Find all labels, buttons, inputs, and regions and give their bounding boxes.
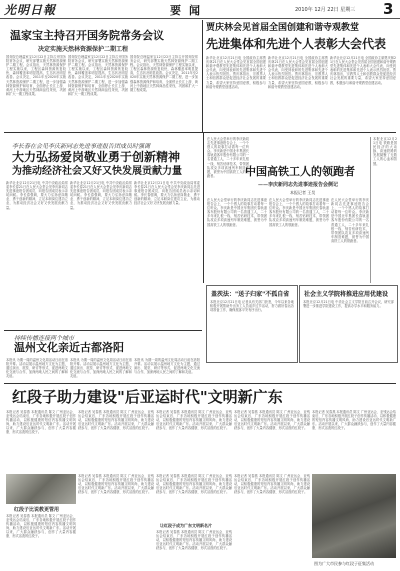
main-col2: 本报记者 吴春燕 本报通讯员 陈文 广州亚运会、亚残运会结束后，广东各地积极开展红段子创作传播活动，以积极健康的短信内容传播文明风尚，助力建设后亚运时代文明新广东。活动开展以来，广大群众踊跃参与，创作了大量内容健康、形式活泼的红段子。 xyxy=(78,410,154,431)
article4-col3: 在人民大会堂举行的李庆新同志先进事迹报告会上，一个个感人的故事打动着每一位听众。李庆新是中国北车集团长春轨道客车股份有限公司的一名普通工人，二十多年来扎根一线，刻苦钻研技术，带领团队攻克多项高速列车制造难题，被誉为中国高铁工人的领跑者。 xyxy=(331,198,369,243)
main-col3-bottom: 本报记者 吴春燕 本报通讯员 陈文 广州亚运会、亚残运会结束后，广东各地积极开展红段子创作传播活动，以积极健康的短信内容传播文明风尚，助力建设后亚运时代文明新广东。活动开展以来，广大群众踊跃参与，创作了大量内容健康、形式活泼的红段子。 xyxy=(156,530,232,551)
box2: 社会主义学院将推进应用优建设 本报北京12月21日电 中央社会主义学院日前召开会议，研究部署进一步推进学院建设工作，提高办学水平和服务能力。 xyxy=(299,285,398,363)
article5-kicker: 持续传播连接两个城市 xyxy=(14,335,75,342)
article2-col1: 新华社北京12月21日电 全国政协主席贾庆林21日在人民大会堂会见首届全国创建和谐寺观教堂先进集体和先进个人表彰大会代表，向受到表彰的先进集体和先进个人表示热烈祝贺。贾庆林指出，宗教界人士和信教群众是促进经济社会发展的重要力量，希望大家坚持爱国爱教，积极参与和谐寺观教堂创建活动。 xyxy=(206,56,266,89)
box2-title: 社会主义学院将推进应用优建设 xyxy=(304,291,389,298)
article4-title: 中国高铁工人的领跑者 xyxy=(245,165,355,178)
article4-intro: 在人民大会堂举行的李庆新同志先进事迹报告会上，一个个感人的故事打动着每一位听众。李庆新是中国北车集团长春轨道客车股份有限公司的一名普通工人，二十多年来扎根一线，刻苦钻研技术，带领团队攻克多项高速列车制造难题，被誉为中国高铁工人的领跑者。 xyxy=(207,137,249,178)
article4-subtitle: ——李庆新同志先进事迹报告会侧记 xyxy=(258,182,339,188)
dateline: 2010年 12月 22日 星期三 xyxy=(295,7,356,13)
main-headline: 红段子助力建设"后亚运时代"文明新广东 xyxy=(12,388,283,406)
section-title: 要闻 xyxy=(170,4,208,17)
article5-title: 温州文化亲近古都洛阳 xyxy=(14,341,124,354)
horizontal-rule xyxy=(4,132,396,133)
article4-byline: 本报记者 王昊 xyxy=(290,190,316,195)
article5-col3: 本报讯 为期一周的温州文化周活动日前在洛阳开幕。活动以展示温州地方文化为主题，通过演出、展览、研讨等形式，促进两地文化交流与合作，加深两地人民之间的了解和友谊。 xyxy=(134,358,200,375)
main-col4-lower: 本报记者 吴春燕 本报通讯员 陈文 广州亚运会、亚残运会结束后，广东各地积极开展红段子创作传播活动，以积极健康的短信内容传播文明风尚，助力建设后亚运时代文明新广东。活动开展以来，广大群众踊跃参与，创作了大量内容健康、形式活泼的红段子。 xyxy=(234,474,310,495)
box1: 盖茨法："送子归家"不孤自省 本报北京12月21日电 记者从有关部门获悉，今年以来各地积极开展帮助外出务工人员返乡过节活动，努力做好春运各项准备工作，确保旅客平安有序出行。 xyxy=(206,285,298,363)
newspaper-logo: 光明日報 xyxy=(4,3,57,17)
article1-col1: 国务院总理温家宝12月22日主持召开国务院常务会议，研究部署实施天然林资源保护二期工程。会议指出，天然林资源保护工程实施以来，工程区森林资源恢复较快，森林覆盖率明显提高，生态状况明显改善。会议决定，2011年至2020年实施天然林资源保护二期工程，进一步加强森林资源保护和培育，全面停止长江上游、黄河上中游地区天然林商品性采伐，巩固和扩大一期工程成果。 xyxy=(6,55,66,96)
article2-col2: 新华社北京12月21日电 全国政协主席贾庆林21日在人民大会堂会见首届全国创建和谐寺观教堂先进集体和先进个人表彰大会代表，向受到表彰的先进集体和先进个人表示热烈祝贺。贾庆林指出，宗教界人士和信教群众是促进经济社会发展的重要力量，希望大家坚持爱国爱教，积极参与和谐寺观教堂创建活动。 xyxy=(268,56,328,89)
main-col2-lower: 本报记者 吴春燕 本报通讯员 陈文 广州亚运会、亚残运会结束后，广东各地积极开展红段子创作传播活动，以积极健康的短信内容传播文明风尚，助力建设后亚运时代文明新广东。活动开展以来，广大群众踊跃参与，创作了大量内容健康、形式活泼的红段子。 xyxy=(78,474,154,495)
main-col1-lower: 本报记者 吴春燕 本报通讯员 陈文 广州亚运会、亚残运会结束后，广东各地积极开展红段子创作传播活动，以积极健康的短信内容传播文明风尚，助力建设后亚运时代文明新广东。活动开展以来，广大群众踊跃参与，创作了大量内容健康、形式活泼的红段子。 xyxy=(6,514,76,539)
masthead xyxy=(0,0,400,19)
article1-col2: 国务院总理温家宝12月22日主持召开国务院常务会议，研究部署实施天然林资源保护二期工程。会议指出，天然林资源保护工程实施以来，工程区森林资源恢复较快，森林覆盖率明显提高，生态状况明显改善。会议决定，2011年至2020年实施天然林资源保护二期工程，进一步加强森林资源保护和培育，全面停止长江上游、黄河上中游地区天然林商品性采伐，巩固和扩大一期工程成果。 xyxy=(68,55,128,96)
main-col1: 本报记者 吴春燕 本报通讯员 陈文 广州亚运会、亚残运会结束后，广东各地积极开展红段子创作传播活动，以积极健康的短信内容传播文明风尚，助力建设后亚运时代文明新广东。活动开展以来，广大群众踊跃参与，创作了大量内容健康、形式活泼的红段子。 xyxy=(6,410,76,435)
column-divider xyxy=(203,133,204,283)
main-col4: 本报记者 吴春燕 本报通讯员 陈文 广州亚运会、亚残运会结束后，广东各地积极开展红段子创作传播活动，以积极健康的短信内容传播文明风尚，助力建设后亚运时代文明新广东。活动开展以来，广大群众踊跃参与，创作了大量内容健康、形式活泼的红段子。 xyxy=(234,410,310,431)
article3-title-line2: 为推动经济社会又好又快发展贡献力量 xyxy=(12,166,182,177)
article3-col2: 新华社北京12月21日电 中共中央政治局常委李长春21日在人民大会堂会见李庆新同志先进事迹报告团成员，向报告团成员表示亲切问候。李长春强调，要大力弘扬爱岗敬业、勇于创新的精神，立足本职岗位建功立业，为推动经济社会又好又快发展贡献力量。 xyxy=(70,181,132,210)
article1-title: 温家宝主持召开国务院常务会议 xyxy=(10,29,164,42)
sidebar: 本报北京12月21日电 铁路是国民经济的大动脉，高速铁路的发展凝聚了无数工人的心血和智慧。 xyxy=(370,137,397,283)
horizontal-rule xyxy=(4,383,396,384)
main-col3-lower: 本报记者 吴春燕 本报通讯员 陈文 广州亚运会、亚残运会结束后，广东各地积极开展红段子创作传播活动，以积极健康的短信内容传播文明风尚，助力建设后亚运时代文明新广东。活动开展以来，广大群众踊跃参与，创作了大量内容健康、形式活泼的红段子。 xyxy=(156,474,232,495)
article3-col1: 新华社北京12月21日电 中共中央政治局常委李长春21日在人民大会堂会见李庆新同志先进事迹报告团成员，向报告团成员表示亲切问候。李长春强调，要大力弘扬爱岗敬业、勇于创新的精神，立足本职岗位建功立业，为推动经济社会又好又快发展贡献力量。 xyxy=(6,181,68,210)
article1-col3: 国务院总理温家宝12月22日主持召开国务院常务会议，研究部署实施天然林资源保护二期工程。会议指出，天然林资源保护工程实施以来，工程区森林资源恢复较快，森林覆盖率明显提高，生态状况明显改善。会议决定，2011年至2020年实施天然林资源保护二期工程，进一步加强森林资源保护和培育，全面停止长江上游、黄河上中游地区天然林商品性采伐，巩固和扩大一期工程成果。 xyxy=(130,55,198,92)
article5-col1: 本报讯 为期一周的温州文化周活动日前在洛阳开幕。活动以展示温州地方文化为主题，通过演出、展览、研讨等形式，促进两地文化交流与合作，加深两地人民之间的了解和友谊。 xyxy=(6,358,68,379)
article3-title-line1: 大力弘扬爱岗敬业勇于创新精神 xyxy=(12,150,181,164)
article2-col3: 新华社北京12月21日电 全国政协主席贾庆林21日在人民大会堂会见首届全国创建和谐寺观教堂先进集体和先进个人表彰大会代表，向受到表彰的先进集体和先进个人表示热烈祝贺。贾庆林指出，宗教界人士和信教群众是促进经济社会发展的重要力量，希望大家坚持爱国爱教，积极参与和谐寺观教堂创建活动。 xyxy=(330,56,396,85)
article3-kicker: 李长春在会见李庆新同志先进事迹报告团成员时强调 xyxy=(12,143,151,150)
photo-caption: 图为广大市民参与红段子征集活动 xyxy=(314,561,374,566)
article2-title-line1: 贾庆林会见首届全国创建和谐寺观教堂 xyxy=(206,23,360,33)
main-col5: 本报记者 吴春燕 本报通讯员 陈文 广州亚运会、亚残运会结束后，广东各地积极开展红段子创作传播活动，以积极健康的短信内容传播文明风尚，助力建设后亚运时代文明新广东。活动开展以来，广大群众踊跃参与，创作了大量内容健康、形式活泼的红段子。 xyxy=(312,410,396,431)
page-number: 3 xyxy=(383,0,394,18)
main-section-head2: 让红段子成为广东文明新名片 xyxy=(160,523,212,528)
main-section-head: 红段子比说教更管用 xyxy=(14,507,60,513)
article4-col2: 在人民大会堂举行的李庆新同志先进事迹报告会上，一个个感人的故事打动着每一位听众。李庆新是中国北车集团长春轨道客车股份有限公司的一名普通工人，二十多年来扎根一线，刻苦钻研技术，带领团队攻克多项高速列车制造难题，被誉为中国高铁工人的领跑者。 xyxy=(269,198,329,227)
photo-left xyxy=(6,474,76,504)
horizontal-rule xyxy=(4,330,202,331)
article5-col2: 本报讯 为期一周的温州文化周活动日前在洛阳开幕。活动以展示温州地方文化为主题，通过演出、展览、研讨等形式，促进两地文化交流与合作，加深两地人民之间的了解和友谊。 xyxy=(70,358,132,379)
box1-title: 盖茨法："送子归家"不孤自省 xyxy=(211,291,290,298)
main-photo xyxy=(312,474,396,558)
article3-col3: 新华社北京12月21日电 中共中央政治局常委李长春21日在人民大会堂会见李庆新同志先进事迹报告团成员，向报告团成员表示亲切问候。李长春强调，要大力弘扬爱岗敬业、勇于创新的精神，立足本职岗位建功立业，为推动经济社会又好又快发展贡献力量。 xyxy=(134,181,200,206)
article1-subtitle: 决定实施天然林资源保护二期工程 xyxy=(38,46,129,53)
main-col3: 本报记者 吴春燕 本报通讯员 陈文 广州亚运会、亚残运会结束后，广东各地积极开展红段子创作传播活动，以积极健康的短信内容传播文明风尚，助力建设后亚运时代文明新广东。活动开展以来，广大群众踊跃参与，创作了大量内容健康、形式活泼的红段子。 xyxy=(156,410,232,431)
article4-col1: 在人民大会堂举行的李庆新同志先进事迹报告会上，一个个感人的故事打动着每一位听众。李庆新是中国北车集团长春轨道客车股份有限公司的一名普通工人，二十多年来扎根一线，刻苦钻研技术，带领团队攻克多项高速列车制造难题，被誉为中国高铁工人的领跑者。 xyxy=(207,198,267,227)
article2-title-line2: 先进集体和先进个人表彰大会代表 xyxy=(206,37,387,51)
column-divider xyxy=(202,20,203,132)
